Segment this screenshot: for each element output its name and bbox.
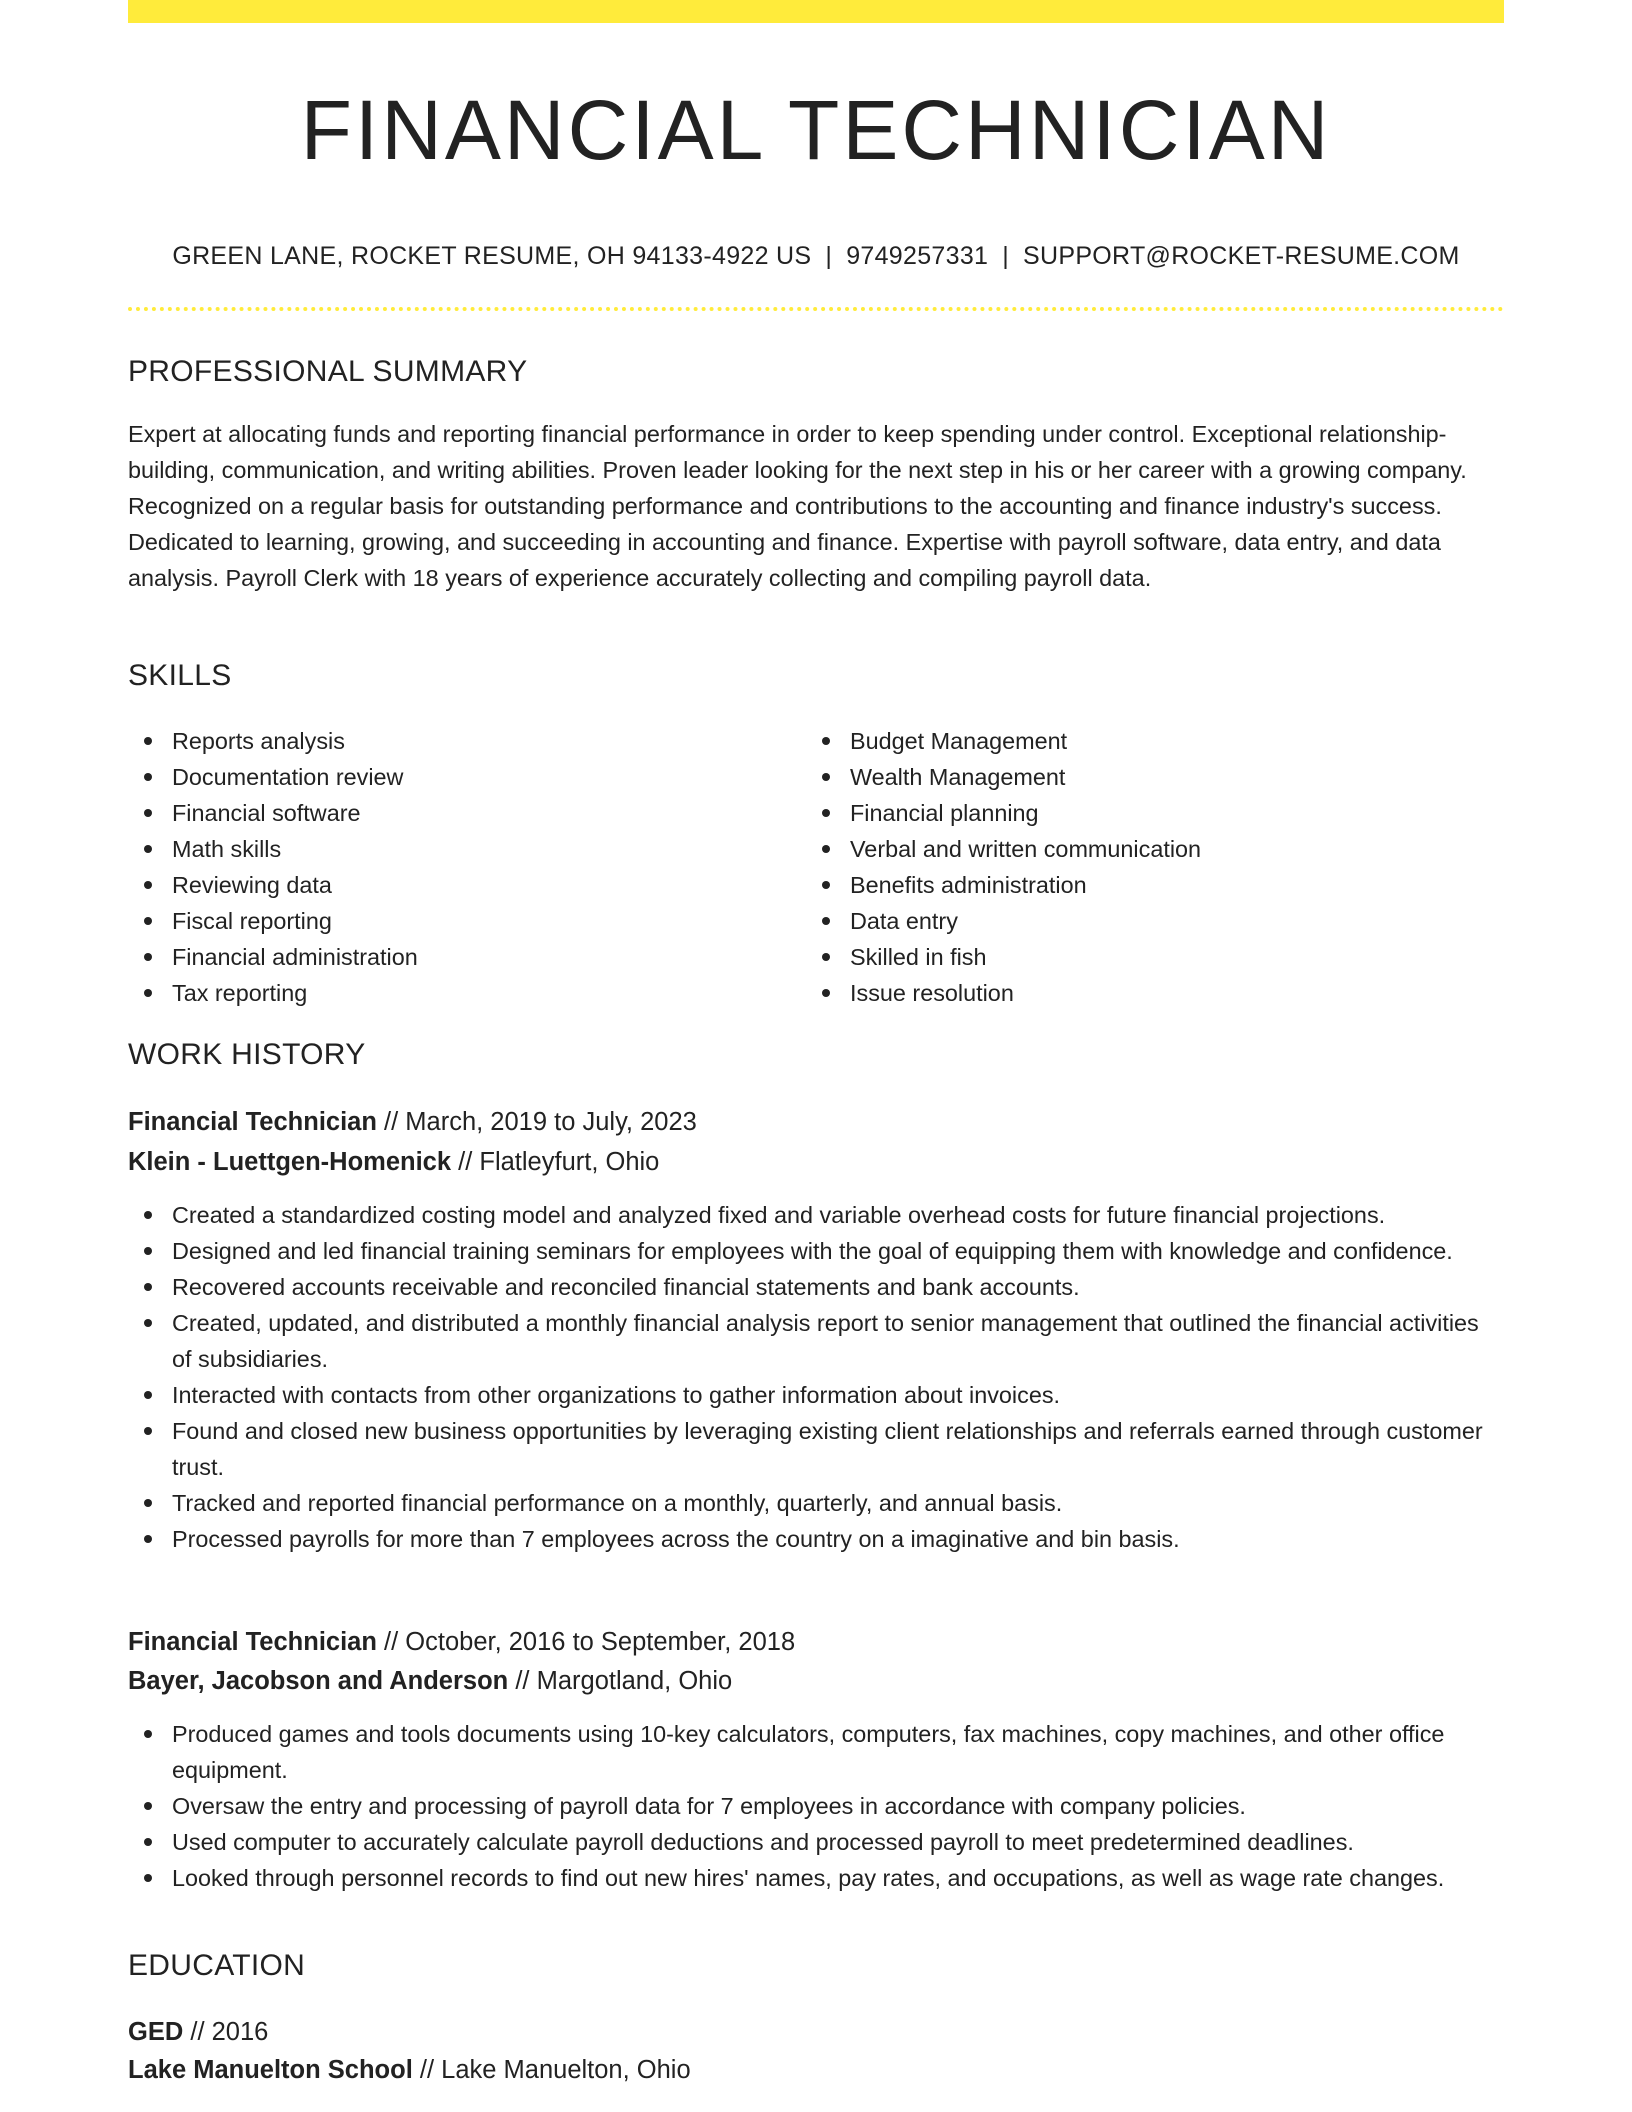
job-bullet: Produced games and tools documents using 10-key calculators, computers, fax machines, copy machines, and other office equipment.: [128, 1716, 1504, 1788]
contact-separator: |: [825, 242, 833, 270]
job-bullet: Tracked and reported financial performance on a monthly, quarterly, and annual basis.: [128, 1485, 1504, 1521]
contact-line: [128, 236, 1504, 276]
job-title-line: [128, 1622, 795, 1662]
job-bullets: [128, 1197, 1504, 1557]
skill-item: Financial planning: [806, 795, 1456, 831]
education-degree: GED: [128, 2018, 184, 2046]
contact-email: SUPPORT@ROCKET-RESUME.COM: [1023, 242, 1460, 270]
resume-title: FINANCIAL TECHNICIAN: [300, 83, 1332, 177]
job-position: Financial Technician: [128, 1628, 377, 1656]
job-company: Bayer, Jacobson and Anderson: [128, 1667, 509, 1695]
job-bullet: Created, updated, and distributed a monthly financial analysis report to senior management that outlined the financial activities of subsidiaries.: [128, 1305, 1504, 1377]
skills-heading: SKILLS: [128, 659, 232, 692]
contact-separator: |: [1002, 242, 1010, 270]
education-location: // Lake Manuelton, Ohio: [419, 2056, 691, 2084]
job-bullets: [128, 1716, 1504, 1896]
job-location: // Margotland, Ohio: [515, 1667, 733, 1695]
skill-item: Benefits administration: [806, 867, 1456, 903]
job-bullet: Recovered accounts receivable and reconciled financial statements and bank accounts.: [128, 1269, 1504, 1305]
job-dates: // October, 2016 to September, 2018: [384, 1628, 796, 1656]
job-title-line: [128, 1102, 697, 1142]
job-bullet: Used computer to accurately calculate payroll deductions and processed payroll to meet predetermined deadlines.: [128, 1824, 1504, 1860]
skill-item: Wealth Management: [806, 759, 1456, 795]
job-bullet: Oversaw the entry and processing of payroll data for 7 employees in accordance with company policies.: [128, 1788, 1504, 1824]
skill-item: Budget Management: [806, 723, 1456, 759]
job-bullet: Interacted with contacts from other organizations to gather information about invoices.: [128, 1377, 1504, 1413]
skill-item: Reports analysis: [128, 723, 778, 759]
job-bullet: Looked through personnel records to find out new hires' names, pay rates, and occupations, as well as wage rate changes.: [128, 1860, 1504, 1896]
summary-text: Expert at allocating funds and reporting financial performance in order to keep spending under control. Exceptional relationship-building, communication, and writing abilities. Proven leader looking for the next step in his or her career with a growing company. Recognized on a regular basis for outstanding performance and contributions to the accounting and finance industry's success. Dedicated to learning, growing, and succeeding in accounting and finance. Expertise with payroll software, data entry, and data analysis. Payroll Clerk with 18 years of experience accurately collecting and compiling payroll data.: [128, 421, 1467, 591]
summary-heading: PROFESSIONAL SUMMARY: [128, 355, 528, 388]
skill-item: Reviewing data: [128, 867, 778, 903]
contact-phone: 9749257331: [846, 242, 989, 270]
job-bullet: Designed and led financial training seminars for employees with the goal of equipping them with knowledge and confidence.: [128, 1233, 1504, 1269]
skill-item: Financial software: [128, 795, 778, 831]
skill-item: Skilled in fish: [806, 939, 1456, 975]
education-school: Lake Manuelton School: [128, 2056, 413, 2084]
job-bullet: Found and closed new business opportunities by leveraging existing client relationships and referrals earned through customer trust.: [128, 1413, 1504, 1485]
education-school-line: [128, 2050, 691, 2090]
skill-item: Math skills: [128, 831, 778, 867]
job-company-line: [128, 1661, 732, 1701]
top-accent-bar: [128, 0, 1504, 23]
job-bullet: Created a standardized costing model and analyzed fixed and variable overhead costs for future financial projections.: [128, 1197, 1504, 1233]
dotted-divider: [128, 307, 1504, 311]
skill-item: Issue resolution: [806, 975, 1456, 1011]
skill-item: Financial administration: [128, 939, 778, 975]
job-dates: // March, 2019 to July, 2023: [384, 1108, 697, 1136]
work-history-heading: WORK HISTORY: [128, 1038, 366, 1071]
job-company-line: [128, 1142, 659, 1182]
job-location: // Flatleyfurt, Ohio: [458, 1148, 660, 1176]
skill-item: Tax reporting: [128, 975, 778, 1011]
education-degree-line: [128, 2012, 268, 2052]
job-position: Financial Technician: [128, 1108, 377, 1136]
skills-list-right: [806, 723, 1456, 1011]
job-company: Klein - Luettgen-Homenick: [128, 1148, 452, 1176]
job-bullet: Processed payrolls for more than 7 employees across the country on a imaginative and bin basis.: [128, 1521, 1504, 1557]
skill-item: Verbal and written communication: [806, 831, 1456, 867]
contact-address: GREEN LANE, ROCKET RESUME, OH 94133-4922 US: [172, 242, 812, 270]
skills-list-left: [128, 723, 778, 1011]
education-heading: EDUCATION: [128, 1949, 306, 1982]
skill-item: Data entry: [806, 903, 1456, 939]
skill-item: Fiscal reporting: [128, 903, 778, 939]
skill-item: Documentation review: [128, 759, 778, 795]
education-year: // 2016: [190, 2018, 269, 2046]
